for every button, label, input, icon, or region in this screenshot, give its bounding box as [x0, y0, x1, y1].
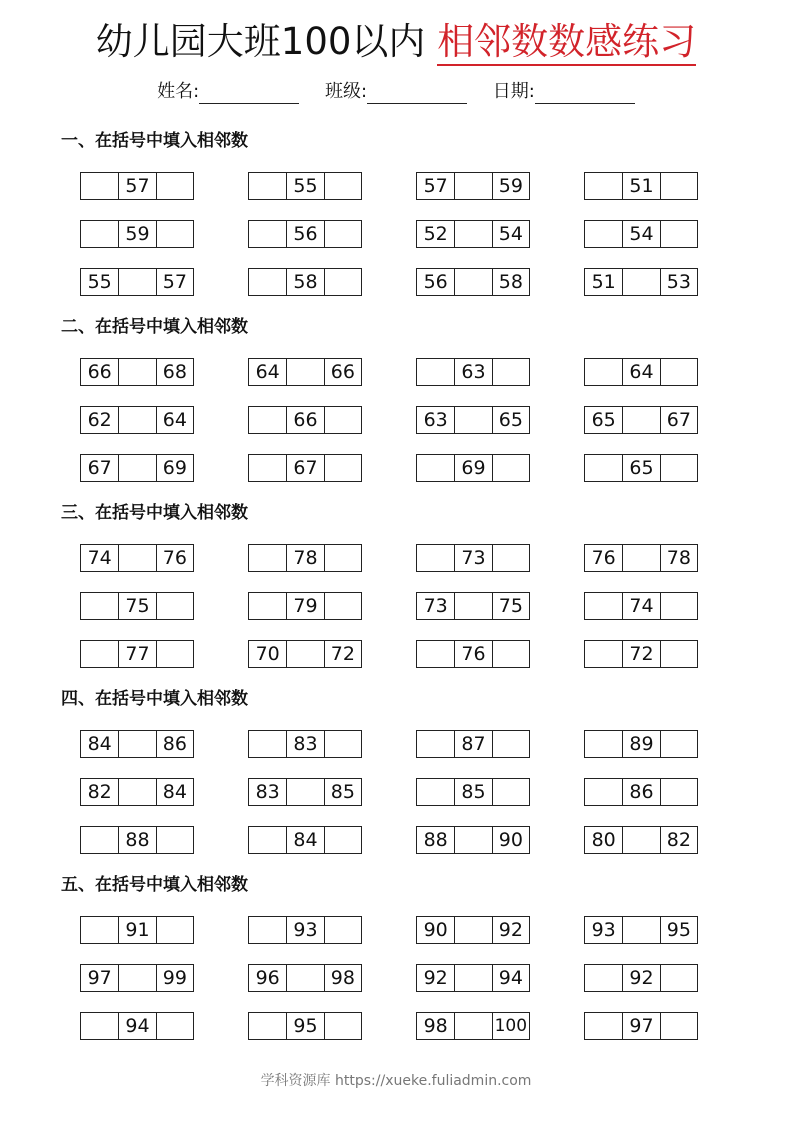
number-box-group — [416, 778, 530, 806]
given-number: 78 — [660, 545, 697, 571]
number-box-group — [584, 220, 698, 248]
given-number: 63 — [423, 409, 448, 431]
given-number: 95 — [286, 1013, 323, 1039]
answer-box[interactable] — [454, 269, 491, 295]
name-label: 姓名: — [157, 81, 200, 102]
given-number: 68 — [156, 359, 193, 385]
answer-box[interactable] — [118, 269, 155, 295]
number-box-group — [416, 406, 530, 434]
exercise-row — [0, 358, 792, 388]
given-number: 65 — [492, 407, 529, 433]
answer-box[interactable] — [454, 221, 491, 247]
answer-box[interactable] — [660, 455, 697, 481]
number-box-group — [584, 592, 698, 620]
exercise-row — [0, 730, 792, 760]
number-box-group — [584, 826, 698, 854]
number-box-group — [248, 640, 362, 668]
answer-box[interactable] — [286, 965, 323, 991]
exercise-row — [0, 454, 792, 484]
given-number: 66 — [286, 407, 323, 433]
given-number: 51 — [622, 173, 659, 199]
answer-box[interactable] — [118, 359, 155, 385]
answer-box[interactable] — [249, 455, 286, 481]
class-field[interactable] — [325, 80, 467, 104]
class-label: 班级: — [324, 81, 368, 102]
answer-box[interactable] — [249, 731, 286, 757]
given-number: 65 — [622, 455, 659, 481]
answer-box[interactable] — [622, 269, 659, 295]
answer-box[interactable] — [492, 455, 529, 481]
given-number: 83 — [255, 781, 280, 803]
answer-box[interactable] — [492, 731, 529, 757]
answer-box[interactable] — [417, 779, 454, 805]
given-number: 79 — [286, 593, 323, 619]
answer-box[interactable] — [156, 593, 193, 619]
answer-box[interactable] — [156, 221, 193, 247]
given-number: 97 — [622, 1013, 659, 1039]
given-number: 57 — [423, 175, 448, 197]
answer-box[interactable] — [249, 827, 286, 853]
given-number: 93 — [591, 919, 616, 941]
number-box-group — [80, 220, 194, 248]
answer-box[interactable] — [81, 173, 118, 199]
given-number: 58 — [492, 269, 529, 295]
answer-box[interactable] — [249, 1013, 286, 1039]
given-number: 64 — [622, 359, 659, 385]
answer-box[interactable] — [622, 545, 659, 571]
section-title: 二、在括号中填入相邻数 — [61, 317, 248, 337]
title-main: 幼儿园大班100以内 — [95, 20, 438, 63]
answer-box[interactable] — [454, 965, 491, 991]
given-number: 98 — [324, 965, 361, 991]
answer-box[interactable] — [585, 455, 622, 481]
number-box-group — [80, 172, 194, 200]
given-number: 76 — [156, 545, 193, 571]
answer-box[interactable] — [585, 641, 622, 667]
answer-box[interactable] — [324, 827, 361, 853]
exercise-row — [0, 640, 792, 670]
answer-box[interactable] — [156, 173, 193, 199]
number-box-group — [584, 544, 698, 572]
number-box-group — [248, 544, 362, 572]
number-box-group — [416, 916, 530, 944]
given-number: 67 — [286, 455, 323, 481]
answer-box[interactable] — [249, 407, 286, 433]
given-number: 85 — [454, 779, 491, 805]
given-number: 76 — [591, 547, 616, 569]
answer-box[interactable] — [286, 359, 323, 385]
answer-box[interactable] — [417, 455, 454, 481]
number-box-group — [248, 220, 362, 248]
given-number: 86 — [622, 779, 659, 805]
answer-box[interactable] — [81, 593, 118, 619]
number-box-group — [584, 358, 698, 386]
exercise-row — [0, 826, 792, 856]
name-blank-line[interactable] — [199, 85, 299, 104]
given-number: 73 — [423, 595, 448, 617]
answer-box[interactable] — [81, 827, 118, 853]
number-box-group — [80, 778, 194, 806]
answer-box[interactable] — [585, 359, 622, 385]
answer-box[interactable] — [492, 779, 529, 805]
given-number: 78 — [286, 545, 323, 571]
given-number: 63 — [454, 359, 491, 385]
answer-box[interactable] — [417, 731, 454, 757]
number-box-group — [584, 172, 698, 200]
exercise-row — [0, 172, 792, 202]
given-number: 74 — [87, 547, 112, 569]
given-number: 95 — [660, 917, 697, 943]
answer-box[interactable] — [81, 641, 118, 667]
number-box-group — [248, 730, 362, 758]
given-number: 75 — [492, 593, 529, 619]
answer-box[interactable] — [660, 593, 697, 619]
given-number: 86 — [156, 731, 193, 757]
given-number: 54 — [622, 221, 659, 247]
answer-box[interactable] — [286, 779, 323, 805]
number-box-group — [80, 406, 194, 434]
answer-box[interactable] — [249, 221, 286, 247]
exercise-row — [0, 964, 792, 994]
given-number: 72 — [622, 641, 659, 667]
answer-box[interactable] — [118, 965, 155, 991]
answer-box[interactable] — [622, 917, 659, 943]
given-number: 66 — [324, 359, 361, 385]
title-accent: 相邻数数感练习 — [437, 20, 696, 66]
answer-box[interactable] — [324, 269, 361, 295]
answer-box[interactable] — [118, 779, 155, 805]
answer-box[interactable] — [156, 1013, 193, 1039]
number-box-group — [416, 592, 530, 620]
number-box-group — [584, 778, 698, 806]
number-box-group — [248, 1012, 362, 1040]
exercise-row — [0, 406, 792, 436]
number-box-group — [248, 778, 362, 806]
name-field[interactable] — [157, 80, 299, 104]
answer-box[interactable] — [454, 407, 491, 433]
answer-box[interactable] — [585, 779, 622, 805]
given-number: 75 — [118, 593, 155, 619]
answer-box[interactable] — [660, 779, 697, 805]
number-box-group — [80, 964, 194, 992]
number-box-group — [80, 454, 194, 482]
answer-box[interactable] — [585, 1013, 622, 1039]
given-number: 72 — [324, 641, 361, 667]
given-number: 92 — [423, 967, 448, 989]
student-info — [0, 80, 792, 104]
given-number: 93 — [286, 917, 323, 943]
number-box-group — [584, 406, 698, 434]
given-number: 89 — [622, 731, 659, 757]
answer-box[interactable] — [249, 545, 286, 571]
answer-box[interactable] — [492, 545, 529, 571]
number-box-group — [80, 640, 194, 668]
given-number: 92 — [492, 917, 529, 943]
given-number: 98 — [423, 1015, 448, 1037]
number-box-group — [248, 454, 362, 482]
number-box-group — [248, 268, 362, 296]
number-box-group — [584, 454, 698, 482]
date-field[interactable] — [493, 80, 635, 104]
given-number: 92 — [622, 965, 659, 991]
number-box-group — [416, 640, 530, 668]
answer-box[interactable] — [585, 173, 622, 199]
answer-box[interactable] — [454, 917, 491, 943]
number-box-group — [416, 544, 530, 572]
exercise-row — [0, 592, 792, 622]
answer-box[interactable] — [118, 407, 155, 433]
answer-box[interactable] — [324, 1013, 361, 1039]
given-number: 52 — [423, 223, 448, 245]
exercise-row — [0, 778, 792, 808]
given-number: 66 — [87, 361, 112, 383]
answer-box[interactable] — [622, 827, 659, 853]
number-box-group — [80, 730, 194, 758]
answer-box[interactable] — [324, 545, 361, 571]
answer-box[interactable] — [660, 221, 697, 247]
given-number: 64 — [255, 361, 280, 383]
answer-box[interactable] — [324, 593, 361, 619]
given-number: 54 — [492, 221, 529, 247]
given-number: 56 — [286, 221, 323, 247]
number-box-group — [584, 916, 698, 944]
given-number: 94 — [492, 965, 529, 991]
answer-box[interactable] — [118, 731, 155, 757]
exercise-row — [0, 544, 792, 574]
given-number: 84 — [156, 779, 193, 805]
given-number: 88 — [423, 829, 448, 851]
answer-box[interactable] — [454, 1013, 491, 1039]
given-number: 84 — [87, 733, 112, 755]
given-number: 62 — [87, 409, 112, 431]
number-box-group — [80, 544, 194, 572]
number-box-group — [584, 730, 698, 758]
answer-box[interactable] — [324, 221, 361, 247]
number-box-group — [416, 220, 530, 248]
given-number: 82 — [87, 781, 112, 803]
answer-box[interactable] — [249, 593, 286, 619]
date-blank-line[interactable] — [535, 85, 635, 104]
answer-box[interactable] — [660, 641, 697, 667]
answer-box[interactable] — [660, 1013, 697, 1039]
number-box-group — [416, 454, 530, 482]
given-number: 55 — [87, 271, 112, 293]
worksheet-title — [0, 18, 792, 66]
class-blank-line[interactable] — [367, 85, 467, 104]
given-number: 65 — [591, 409, 616, 431]
given-number: 84 — [286, 827, 323, 853]
given-number: 91 — [118, 917, 155, 943]
answer-box[interactable] — [585, 965, 622, 991]
answer-box[interactable] — [660, 173, 697, 199]
answer-box[interactable] — [454, 173, 491, 199]
answer-box[interactable] — [118, 545, 155, 571]
section-title: 三、在括号中填入相邻数 — [61, 503, 248, 523]
number-box-group — [416, 730, 530, 758]
date-label: 日期: — [492, 81, 535, 102]
answer-box[interactable] — [81, 221, 118, 247]
number-box-group — [248, 964, 362, 992]
section-title: 四、在括号中填入相邻数 — [61, 689, 248, 709]
answer-box[interactable] — [156, 917, 193, 943]
given-number: 76 — [454, 641, 491, 667]
answer-box[interactable] — [454, 827, 491, 853]
given-number: 73 — [454, 545, 491, 571]
given-number: 70 — [255, 643, 280, 665]
answer-box[interactable] — [585, 593, 622, 619]
number-box-group — [248, 172, 362, 200]
answer-box[interactable] — [417, 641, 454, 667]
answer-box[interactable] — [454, 593, 491, 619]
answer-box[interactable] — [156, 641, 193, 667]
answer-box[interactable] — [324, 407, 361, 433]
number-box-group — [416, 826, 530, 854]
given-number: 90 — [492, 827, 529, 853]
given-number: 67 — [660, 407, 697, 433]
answer-box[interactable] — [156, 827, 193, 853]
answer-box[interactable] — [585, 731, 622, 757]
number-box-group — [416, 358, 530, 386]
given-number: 83 — [286, 731, 323, 757]
number-box-group — [584, 964, 698, 992]
given-number: 74 — [622, 593, 659, 619]
answer-box[interactable] — [324, 917, 361, 943]
section-title: 一、在括号中填入相邻数 — [61, 131, 248, 151]
number-box-group — [416, 1012, 530, 1040]
given-number: 96 — [255, 967, 280, 989]
number-box-group — [248, 592, 362, 620]
number-box-group — [248, 406, 362, 434]
given-number: 97 — [87, 967, 112, 989]
given-number: 57 — [118, 173, 155, 199]
answer-box[interactable] — [249, 917, 286, 943]
given-number: 87 — [454, 731, 491, 757]
number-box-group — [80, 1012, 194, 1040]
given-number: 69 — [156, 455, 193, 481]
answer-box[interactable] — [417, 545, 454, 571]
given-number: 53 — [660, 269, 697, 295]
section-title: 五、在括号中填入相邻数 — [61, 875, 248, 895]
answer-box[interactable] — [81, 1013, 118, 1039]
answer-box[interactable] — [324, 173, 361, 199]
exercise-row — [0, 220, 792, 250]
given-number: 90 — [423, 919, 448, 941]
number-box-group — [416, 964, 530, 992]
number-box-group — [80, 916, 194, 944]
number-box-group — [80, 592, 194, 620]
number-box-group — [584, 268, 698, 296]
given-number: 59 — [118, 221, 155, 247]
given-number: 85 — [324, 779, 361, 805]
number-box-group — [584, 640, 698, 668]
answer-box[interactable] — [622, 407, 659, 433]
number-box-group — [584, 1012, 698, 1040]
given-number: 56 — [423, 271, 448, 293]
answer-box[interactable] — [585, 221, 622, 247]
given-number: 51 — [591, 271, 616, 293]
exercise-row — [0, 916, 792, 946]
answer-box[interactable] — [81, 917, 118, 943]
given-number: 59 — [492, 173, 529, 199]
number-box-group — [248, 358, 362, 386]
given-number: 69 — [454, 455, 491, 481]
answer-box[interactable] — [492, 641, 529, 667]
exercise-row — [0, 268, 792, 298]
given-number: 80 — [591, 829, 616, 851]
given-number: 88 — [118, 827, 155, 853]
number-box-group — [80, 358, 194, 386]
exercise-row — [0, 1012, 792, 1042]
given-number: 77 — [118, 641, 155, 667]
number-box-group — [80, 268, 194, 296]
answer-box[interactable] — [118, 455, 155, 481]
number-box-group — [416, 172, 530, 200]
answer-box[interactable] — [324, 455, 361, 481]
given-number: 58 — [286, 269, 323, 295]
given-number: 64 — [156, 407, 193, 433]
given-number: 57 — [156, 269, 193, 295]
number-box-group — [248, 826, 362, 854]
given-number: 94 — [118, 1013, 155, 1039]
given-number: 82 — [660, 827, 697, 853]
answer-box[interactable] — [417, 359, 454, 385]
answer-box[interactable] — [492, 359, 529, 385]
answer-box[interactable] — [324, 731, 361, 757]
number-box-group — [416, 268, 530, 296]
given-number: 100 — [492, 1013, 529, 1039]
answer-box[interactable] — [660, 359, 697, 385]
answer-box[interactable] — [249, 269, 286, 295]
given-number: 99 — [156, 965, 193, 991]
answer-box[interactable] — [286, 641, 323, 667]
answer-box[interactable] — [660, 965, 697, 991]
answer-box[interactable] — [660, 731, 697, 757]
number-box-group — [80, 826, 194, 854]
answer-box[interactable] — [249, 173, 286, 199]
number-box-group — [248, 916, 362, 944]
given-number: 55 — [286, 173, 323, 199]
footer-source: 学科资源库 https://xueke.fuliadmin.com — [260, 1073, 532, 1089]
given-number: 67 — [87, 457, 112, 479]
